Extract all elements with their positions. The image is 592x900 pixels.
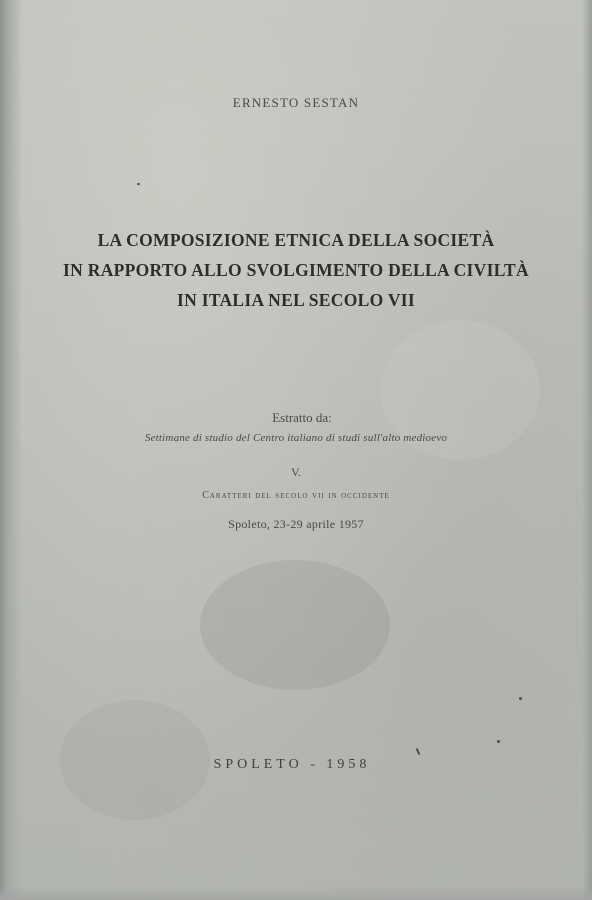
title-line-3: IN ITALIA NEL SECOLO VII: [176, 290, 416, 310]
title-line-2: IN RAPPORTO ALLO SVOLGIMENTO DELLA CIVILTÀ: [63, 260, 529, 280]
conference-dates: Spoleto, 23-29 aprile 1957: [228, 517, 364, 531]
volume-number: V.: [290, 465, 302, 479]
author-name: ERNESTO SESTAN: [232, 95, 360, 110]
paper-speck: [519, 697, 522, 700]
paper-speck: [497, 740, 500, 743]
cover-bottom-edge: [0, 886, 592, 900]
series-title: Settimane di studio del Centro italiano di studi sull'alto medioevo: [144, 432, 448, 444]
title-line-1: LA COMPOSIZIONE ETNICA DELLA SOCIETÀ: [97, 230, 495, 250]
offprint-label: Estratto da:: [272, 410, 332, 425]
paper-stain: [200, 560, 390, 690]
paper-speck: [416, 748, 421, 755]
imprint-place-year: SPOLETO - 1958: [213, 757, 371, 772]
paper-speck: [137, 183, 140, 185]
volume-title: Caratteri del secolo vii in occidente: [202, 490, 390, 501]
